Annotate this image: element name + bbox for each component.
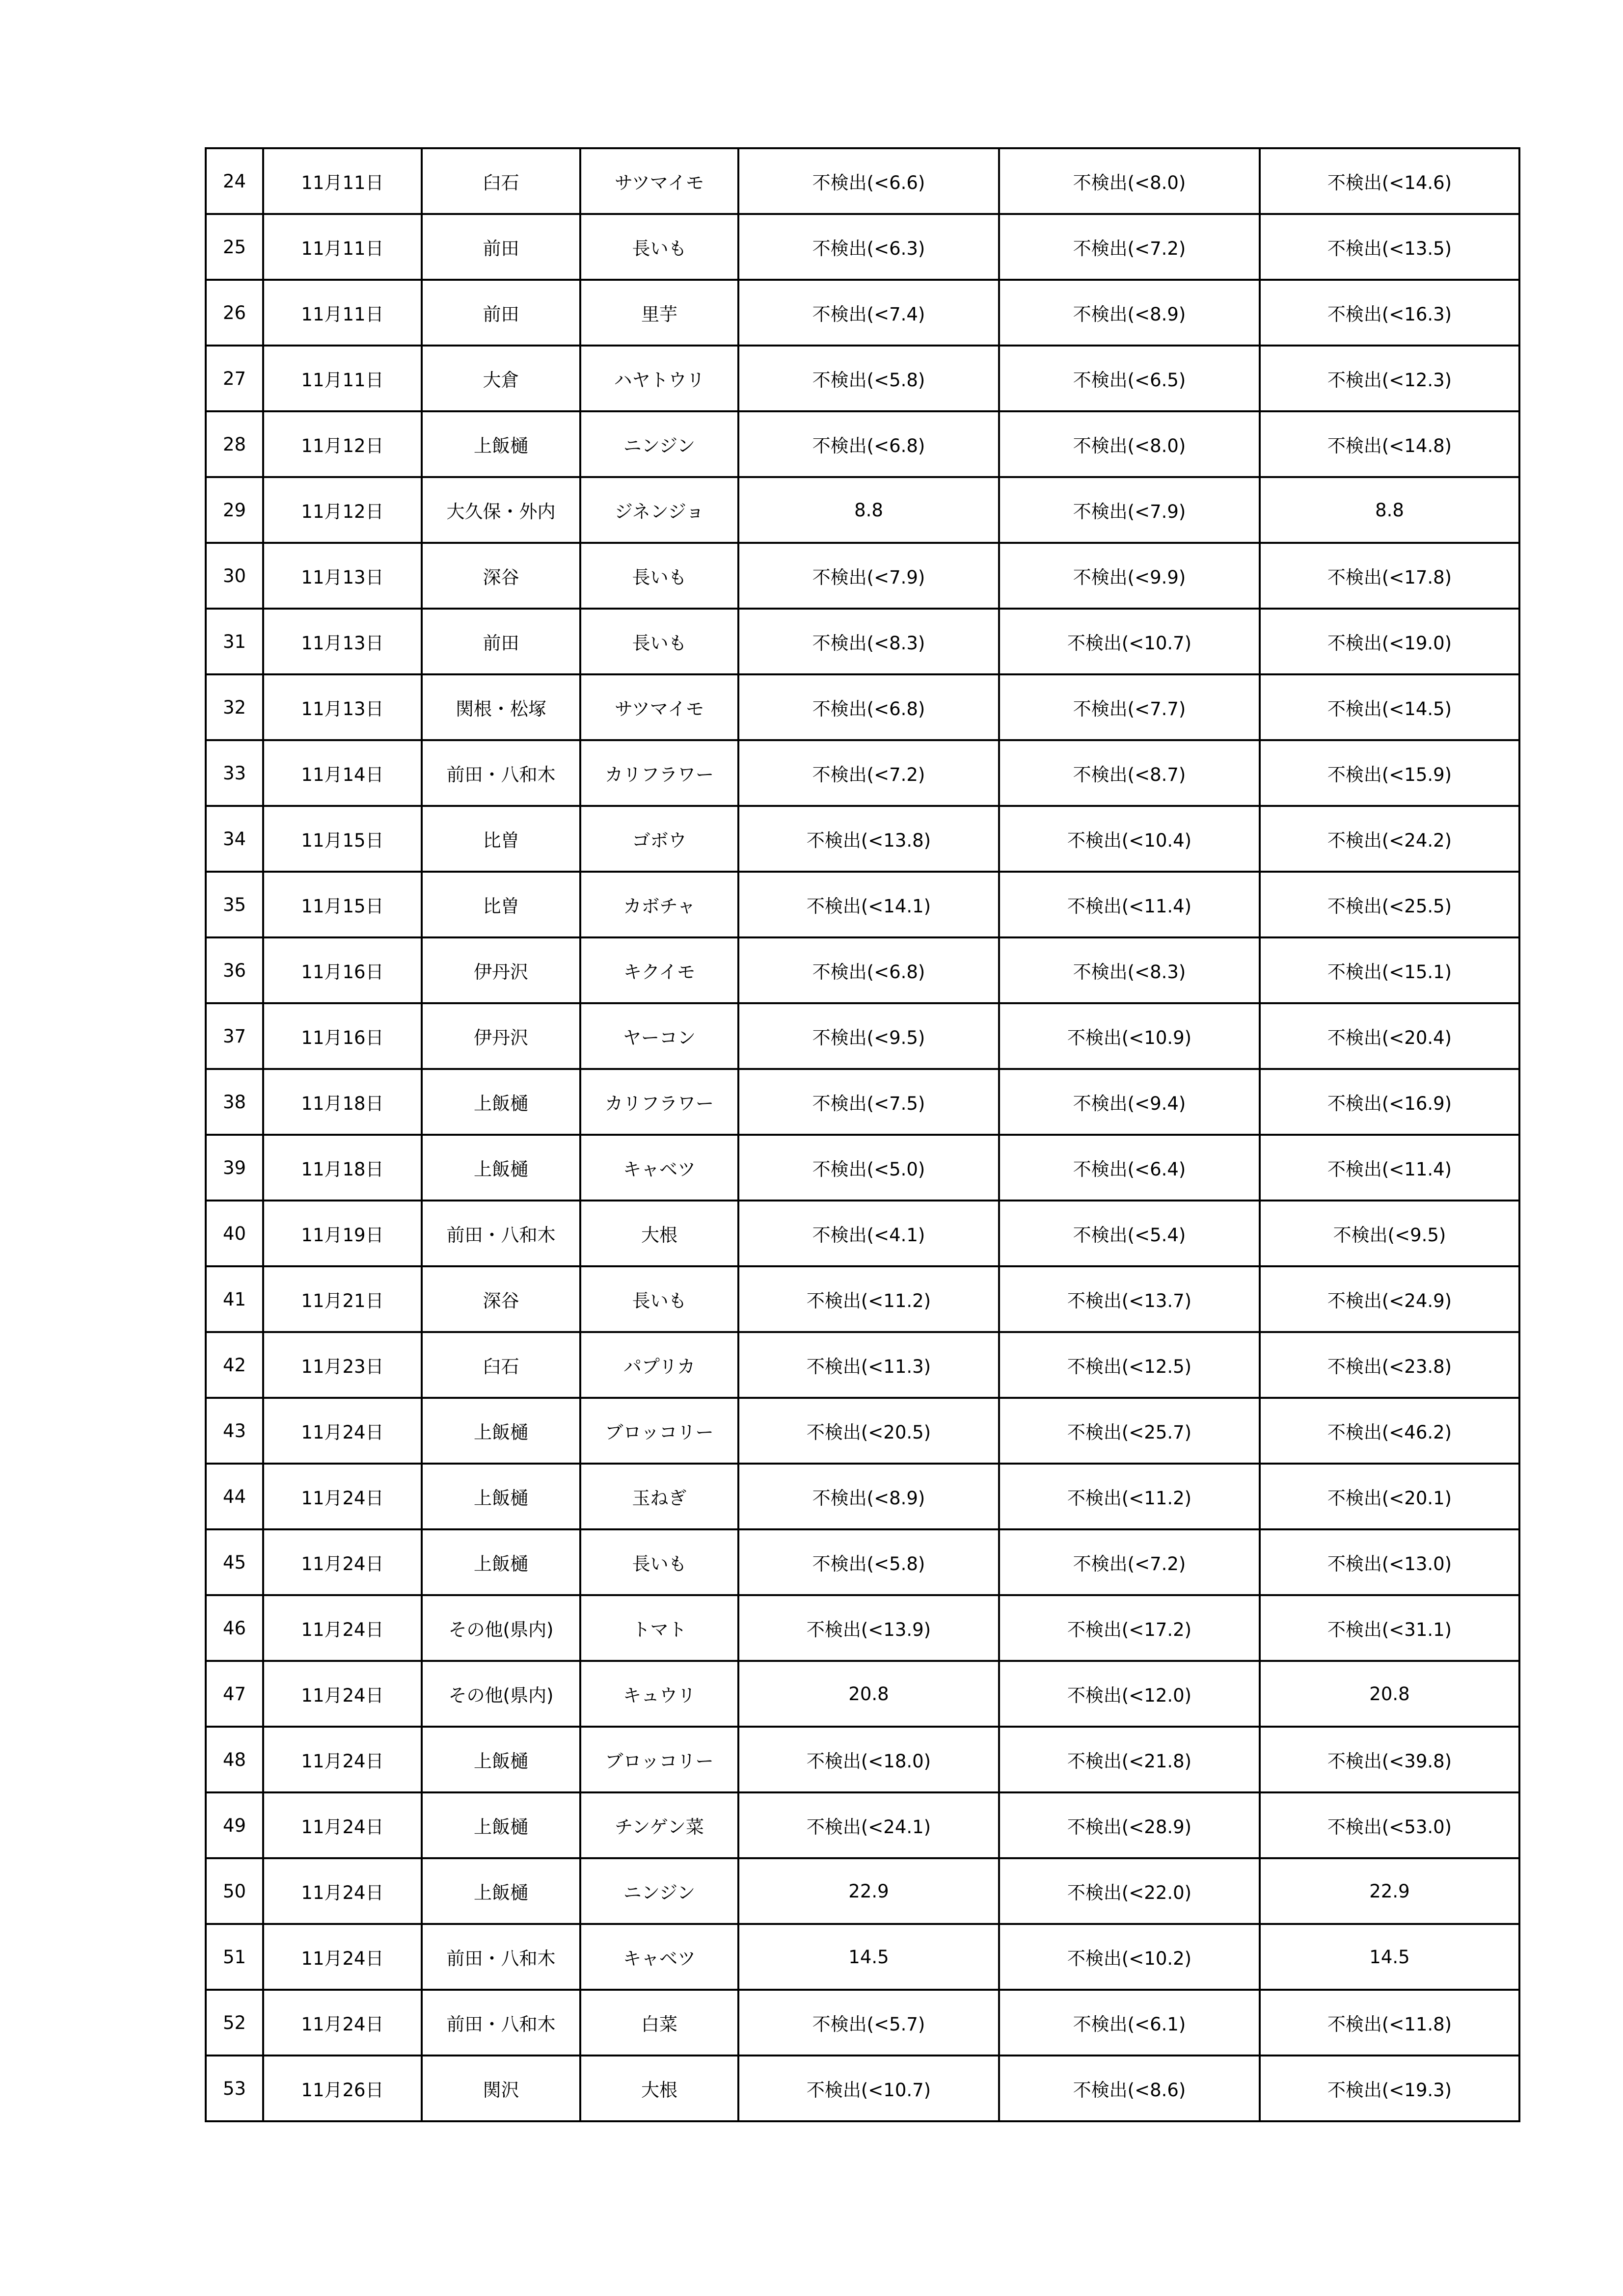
- cell-item: ニンジン: [580, 411, 738, 477]
- cell-date: 11月21日: [263, 1266, 422, 1332]
- cell-value-3: 不検出(<24.2): [1260, 806, 1519, 872]
- cell-number: 26: [206, 280, 263, 346]
- cell-date: 11月24日: [263, 1661, 422, 1727]
- cell-value-3: 不検出(<16.3): [1260, 280, 1519, 346]
- cell-number: 35: [206, 872, 263, 937]
- cell-value-3: 不検出(<19.3): [1260, 2056, 1519, 2121]
- cell-value-3: 不検出(<24.9): [1260, 1266, 1519, 1332]
- cell-number: 24: [206, 148, 263, 214]
- cell-number: 49: [206, 1792, 263, 1858]
- cell-value-3: 不検出(<20.4): [1260, 1003, 1519, 1069]
- cell-date: 11月24日: [263, 1858, 422, 1924]
- cell-value-1: 不検出(<10.7): [738, 2056, 999, 2121]
- cell-date: 11月24日: [263, 1595, 422, 1661]
- cell-item: カリフラワー: [580, 1069, 738, 1135]
- cell-item: ハヤトウリ: [580, 346, 738, 411]
- cell-number: 29: [206, 477, 263, 543]
- cell-value-3: 22.9: [1260, 1858, 1519, 1924]
- cell-value-3: 不検出(<46.2): [1260, 1398, 1519, 1464]
- table-row: [206, 1069, 1519, 1135]
- cell-date: 11月19日: [263, 1201, 422, 1266]
- cell-date: 11月13日: [263, 609, 422, 674]
- cell-value-2: 不検出(<10.2): [999, 1924, 1260, 1990]
- cell-value-3: 不検出(<11.4): [1260, 1135, 1519, 1201]
- results-table-body: [206, 148, 1519, 2121]
- cell-value-2: 不検出(<8.9): [999, 280, 1260, 346]
- results-table: [205, 147, 1520, 2122]
- cell-number: 37: [206, 1003, 263, 1069]
- cell-value-2: 不検出(<9.4): [999, 1069, 1260, 1135]
- cell-item: キャベツ: [580, 1135, 738, 1201]
- cell-value-3: 不検出(<15.9): [1260, 740, 1519, 806]
- cell-area: 上飯樋: [422, 1464, 580, 1529]
- cell-value-1: 不検出(<11.3): [738, 1332, 999, 1398]
- cell-value-2: 不検出(<21.8): [999, 1727, 1260, 1792]
- cell-value-3: 不検出(<14.6): [1260, 148, 1519, 214]
- cell-date: 11月24日: [263, 1924, 422, 1990]
- cell-area: 前田・八和木: [422, 1990, 580, 2056]
- cell-item: サツマイモ: [580, 148, 738, 214]
- cell-date: 11月15日: [263, 872, 422, 937]
- cell-item: キクイモ: [580, 937, 738, 1003]
- table-row: [206, 740, 1519, 806]
- table-row: [206, 674, 1519, 740]
- cell-item: 大根: [580, 1201, 738, 1266]
- cell-date: 11月11日: [263, 280, 422, 346]
- table-row: [206, 280, 1519, 346]
- cell-value-2: 不検出(<10.9): [999, 1003, 1260, 1069]
- cell-area: 関沢: [422, 2056, 580, 2121]
- cell-value-3: 不検出(<20.1): [1260, 1464, 1519, 1529]
- cell-area: 上飯樋: [422, 1069, 580, 1135]
- cell-value-2: 不検出(<12.5): [999, 1332, 1260, 1398]
- cell-value-1: 不検出(<8.3): [738, 609, 999, 674]
- table-row: [206, 1332, 1519, 1398]
- cell-date: 11月24日: [263, 1990, 422, 2056]
- cell-value-1: 22.9: [738, 1858, 999, 1924]
- table-row: [206, 1858, 1519, 1924]
- cell-value-3: 不検出(<23.8): [1260, 1332, 1519, 1398]
- cell-value-1: 8.8: [738, 477, 999, 543]
- cell-date: 11月13日: [263, 543, 422, 609]
- cell-value-1: 不検出(<5.7): [738, 1990, 999, 2056]
- cell-value-2: 不検出(<10.4): [999, 806, 1260, 872]
- cell-item: 長いも: [580, 609, 738, 674]
- table-row: [206, 872, 1519, 937]
- cell-value-2: 不検出(<9.9): [999, 543, 1260, 609]
- cell-area: 前田: [422, 214, 580, 280]
- cell-number: 47: [206, 1661, 263, 1727]
- cell-value-1: 不検出(<5.8): [738, 346, 999, 411]
- cell-value-3: 20.8: [1260, 1661, 1519, 1727]
- cell-date: 11月11日: [263, 214, 422, 280]
- table-row: [206, 1529, 1519, 1595]
- cell-value-1: 不検出(<5.0): [738, 1135, 999, 1201]
- cell-item: サツマイモ: [580, 674, 738, 740]
- cell-value-2: 不検出(<6.5): [999, 346, 1260, 411]
- cell-value-1: 不検出(<4.1): [738, 1201, 999, 1266]
- table-row: [206, 477, 1519, 543]
- cell-value-1: 不検出(<6.8): [738, 411, 999, 477]
- cell-value-2: 不検出(<7.7): [999, 674, 1260, 740]
- cell-value-3: 不検出(<11.8): [1260, 1990, 1519, 2056]
- cell-number: 53: [206, 2056, 263, 2121]
- cell-value-3: 不検出(<39.8): [1260, 1727, 1519, 1792]
- table-row: [206, 1595, 1519, 1661]
- cell-date: 11月18日: [263, 1069, 422, 1135]
- cell-value-2: 不検出(<7.2): [999, 214, 1260, 280]
- cell-value-1: 不検出(<9.5): [738, 1003, 999, 1069]
- cell-number: 46: [206, 1595, 263, 1661]
- cell-value-1: 不検出(<5.8): [738, 1529, 999, 1595]
- cell-area: 深谷: [422, 1266, 580, 1332]
- cell-number: 52: [206, 1990, 263, 2056]
- cell-area: 深谷: [422, 543, 580, 609]
- cell-number: 43: [206, 1398, 263, 1464]
- cell-value-1: 不検出(<11.2): [738, 1266, 999, 1332]
- cell-number: 39: [206, 1135, 263, 1201]
- cell-value-2: 不検出(<11.2): [999, 1464, 1260, 1529]
- cell-date: 11月16日: [263, 937, 422, 1003]
- cell-number: 36: [206, 937, 263, 1003]
- table-row: [206, 1727, 1519, 1792]
- cell-area: 上飯樋: [422, 1858, 580, 1924]
- table-row: [206, 609, 1519, 674]
- cell-number: 25: [206, 214, 263, 280]
- cell-area: 大倉: [422, 346, 580, 411]
- cell-area: 前田・八和木: [422, 1924, 580, 1990]
- cell-date: 11月12日: [263, 411, 422, 477]
- cell-item: ブロッコリー: [580, 1727, 738, 1792]
- cell-value-2: 不検出(<22.0): [999, 1858, 1260, 1924]
- cell-value-3: 不検出(<12.3): [1260, 346, 1519, 411]
- cell-date: 11月18日: [263, 1135, 422, 1201]
- table-row: [206, 1266, 1519, 1332]
- cell-area: 比曽: [422, 806, 580, 872]
- cell-area: 比曽: [422, 872, 580, 937]
- cell-item: 玉ねぎ: [580, 1464, 738, 1529]
- cell-area: 上飯樋: [422, 1529, 580, 1595]
- cell-date: 11月23日: [263, 1332, 422, 1398]
- cell-value-1: 不検出(<6.3): [738, 214, 999, 280]
- cell-item: 長いも: [580, 1529, 738, 1595]
- cell-value-1: 不検出(<6.8): [738, 674, 999, 740]
- cell-value-3: 8.8: [1260, 477, 1519, 543]
- cell-number: 42: [206, 1332, 263, 1398]
- cell-number: 33: [206, 740, 263, 806]
- cell-number: 32: [206, 674, 263, 740]
- cell-value-1: 14.5: [738, 1924, 999, 1990]
- cell-value-1: 不検出(<24.1): [738, 1792, 999, 1858]
- table-row: [206, 1003, 1519, 1069]
- table-row: [206, 2056, 1519, 2121]
- cell-value-2: 不検出(<17.2): [999, 1595, 1260, 1661]
- cell-value-3: 不検出(<17.8): [1260, 543, 1519, 609]
- cell-date: 11月24日: [263, 1792, 422, 1858]
- cell-number: 31: [206, 609, 263, 674]
- cell-item: ニンジン: [580, 1858, 738, 1924]
- cell-date: 11月16日: [263, 1003, 422, 1069]
- cell-value-1: 不検出(<13.8): [738, 806, 999, 872]
- table-row: [206, 937, 1519, 1003]
- cell-item: ゴボウ: [580, 806, 738, 872]
- cell-item: ブロッコリー: [580, 1398, 738, 1464]
- cell-value-2: 不検出(<7.9): [999, 477, 1260, 543]
- table-row: [206, 411, 1519, 477]
- cell-date: 11月14日: [263, 740, 422, 806]
- cell-item: キャベツ: [580, 1924, 738, 1990]
- table-row: [206, 214, 1519, 280]
- cell-area: 上飯樋: [422, 1398, 580, 1464]
- cell-value-2: 不検出(<8.0): [999, 411, 1260, 477]
- cell-value-1: 不検出(<18.0): [738, 1727, 999, 1792]
- cell-value-2: 不検出(<11.4): [999, 872, 1260, 937]
- table-row: [206, 1661, 1519, 1727]
- cell-item: パプリカ: [580, 1332, 738, 1398]
- cell-value-1: 不検出(<6.8): [738, 937, 999, 1003]
- cell-area: 前田: [422, 609, 580, 674]
- cell-value-1: 不検出(<6.6): [738, 148, 999, 214]
- cell-item: カボチャ: [580, 872, 738, 937]
- cell-value-3: 不検出(<19.0): [1260, 609, 1519, 674]
- cell-number: 27: [206, 346, 263, 411]
- cell-value-2: 不検出(<28.9): [999, 1792, 1260, 1858]
- cell-area: 臼石: [422, 1332, 580, 1398]
- cell-value-3: 不検出(<31.1): [1260, 1595, 1519, 1661]
- cell-value-3: 不検出(<9.5): [1260, 1201, 1519, 1266]
- cell-value-1: 20.8: [738, 1661, 999, 1727]
- cell-area: 伊丹沢: [422, 937, 580, 1003]
- cell-value-1: 不検出(<7.2): [738, 740, 999, 806]
- cell-item: 長いも: [580, 1266, 738, 1332]
- cell-item: 大根: [580, 2056, 738, 2121]
- cell-value-3: 不検出(<14.5): [1260, 674, 1519, 740]
- cell-value-3: 不検出(<13.5): [1260, 214, 1519, 280]
- cell-item: 長いも: [580, 543, 738, 609]
- cell-value-3: 14.5: [1260, 1924, 1519, 1990]
- cell-area: 上飯樋: [422, 1727, 580, 1792]
- cell-value-2: 不検出(<7.2): [999, 1529, 1260, 1595]
- cell-item: トマト: [580, 1595, 738, 1661]
- cell-item: カリフラワー: [580, 740, 738, 806]
- cell-number: 45: [206, 1529, 263, 1595]
- cell-number: 40: [206, 1201, 263, 1266]
- cell-area: 前田: [422, 280, 580, 346]
- cell-number: 44: [206, 1464, 263, 1529]
- cell-value-2: 不検出(<10.7): [999, 609, 1260, 674]
- cell-number: 51: [206, 1924, 263, 1990]
- cell-date: 11月24日: [263, 1727, 422, 1792]
- cell-value-1: 不検出(<8.9): [738, 1464, 999, 1529]
- cell-area: 関根・松塚: [422, 674, 580, 740]
- table-row: [206, 1792, 1519, 1858]
- cell-value-3: 不検出(<14.8): [1260, 411, 1519, 477]
- cell-value-1: 不検出(<20.5): [738, 1398, 999, 1464]
- cell-value-2: 不検出(<5.4): [999, 1201, 1260, 1266]
- cell-area: その他(県内): [422, 1595, 580, 1661]
- cell-value-1: 不検出(<7.9): [738, 543, 999, 609]
- cell-item: ジネンジョ: [580, 477, 738, 543]
- cell-value-3: 不検出(<16.9): [1260, 1069, 1519, 1135]
- cell-area: 前田・八和木: [422, 740, 580, 806]
- cell-value-2: 不検出(<6.1): [999, 1990, 1260, 2056]
- cell-value-2: 不検出(<6.4): [999, 1135, 1260, 1201]
- cell-number: 48: [206, 1727, 263, 1792]
- table-row: [206, 1398, 1519, 1464]
- cell-value-2: 不検出(<8.7): [999, 740, 1260, 806]
- cell-value-1: 不検出(<7.4): [738, 280, 999, 346]
- cell-item: 里芋: [580, 280, 738, 346]
- cell-value-2: 不検出(<25.7): [999, 1398, 1260, 1464]
- cell-area: 上飯樋: [422, 1135, 580, 1201]
- cell-item: 長いも: [580, 214, 738, 280]
- cell-area: 前田・八和木: [422, 1201, 580, 1266]
- cell-area: その他(県内): [422, 1661, 580, 1727]
- cell-value-1: 不検出(<14.1): [738, 872, 999, 937]
- cell-value-2: 不検出(<12.0): [999, 1661, 1260, 1727]
- table-row: [206, 1201, 1519, 1266]
- cell-date: 11月11日: [263, 346, 422, 411]
- cell-date: 11月24日: [263, 1398, 422, 1464]
- cell-value-2: 不検出(<8.0): [999, 148, 1260, 214]
- cell-area: 上飯樋: [422, 411, 580, 477]
- cell-date: 11月24日: [263, 1529, 422, 1595]
- cell-value-2: 不検出(<8.3): [999, 937, 1260, 1003]
- table-row: [206, 148, 1519, 214]
- cell-number: 30: [206, 543, 263, 609]
- cell-value-2: 不検出(<8.6): [999, 2056, 1260, 2121]
- cell-item: ヤーコン: [580, 1003, 738, 1069]
- cell-item: キュウリ: [580, 1661, 738, 1727]
- cell-date: 11月26日: [263, 2056, 422, 2121]
- cell-area: 伊丹沢: [422, 1003, 580, 1069]
- table-row: [206, 346, 1519, 411]
- cell-date: 11月24日: [263, 1464, 422, 1529]
- cell-date: 11月12日: [263, 477, 422, 543]
- cell-area: 上飯樋: [422, 1792, 580, 1858]
- cell-item: チンゲン菜: [580, 1792, 738, 1858]
- cell-number: 34: [206, 806, 263, 872]
- cell-value-3: 不検出(<53.0): [1260, 1792, 1519, 1858]
- cell-value-1: 不検出(<7.5): [738, 1069, 999, 1135]
- cell-value-2: 不検出(<13.7): [999, 1266, 1260, 1332]
- table-row: [206, 1990, 1519, 2056]
- cell-number: 41: [206, 1266, 263, 1332]
- cell-value-1: 不検出(<13.9): [738, 1595, 999, 1661]
- table-row: [206, 1135, 1519, 1201]
- cell-date: 11月13日: [263, 674, 422, 740]
- cell-number: 28: [206, 411, 263, 477]
- cell-date: 11月15日: [263, 806, 422, 872]
- table-row: [206, 543, 1519, 609]
- cell-value-3: 不検出(<15.1): [1260, 937, 1519, 1003]
- table-row: [206, 806, 1519, 872]
- cell-number: 50: [206, 1858, 263, 1924]
- cell-date: 11月11日: [263, 148, 422, 214]
- cell-number: 38: [206, 1069, 263, 1135]
- table-row: [206, 1924, 1519, 1990]
- cell-value-3: 不検出(<25.5): [1260, 872, 1519, 937]
- cell-value-3: 不検出(<13.0): [1260, 1529, 1519, 1595]
- table-row: [206, 1464, 1519, 1529]
- cell-area: 大久保・外内: [422, 477, 580, 543]
- cell-item: 白菜: [580, 1990, 738, 2056]
- cell-area: 臼石: [422, 148, 580, 214]
